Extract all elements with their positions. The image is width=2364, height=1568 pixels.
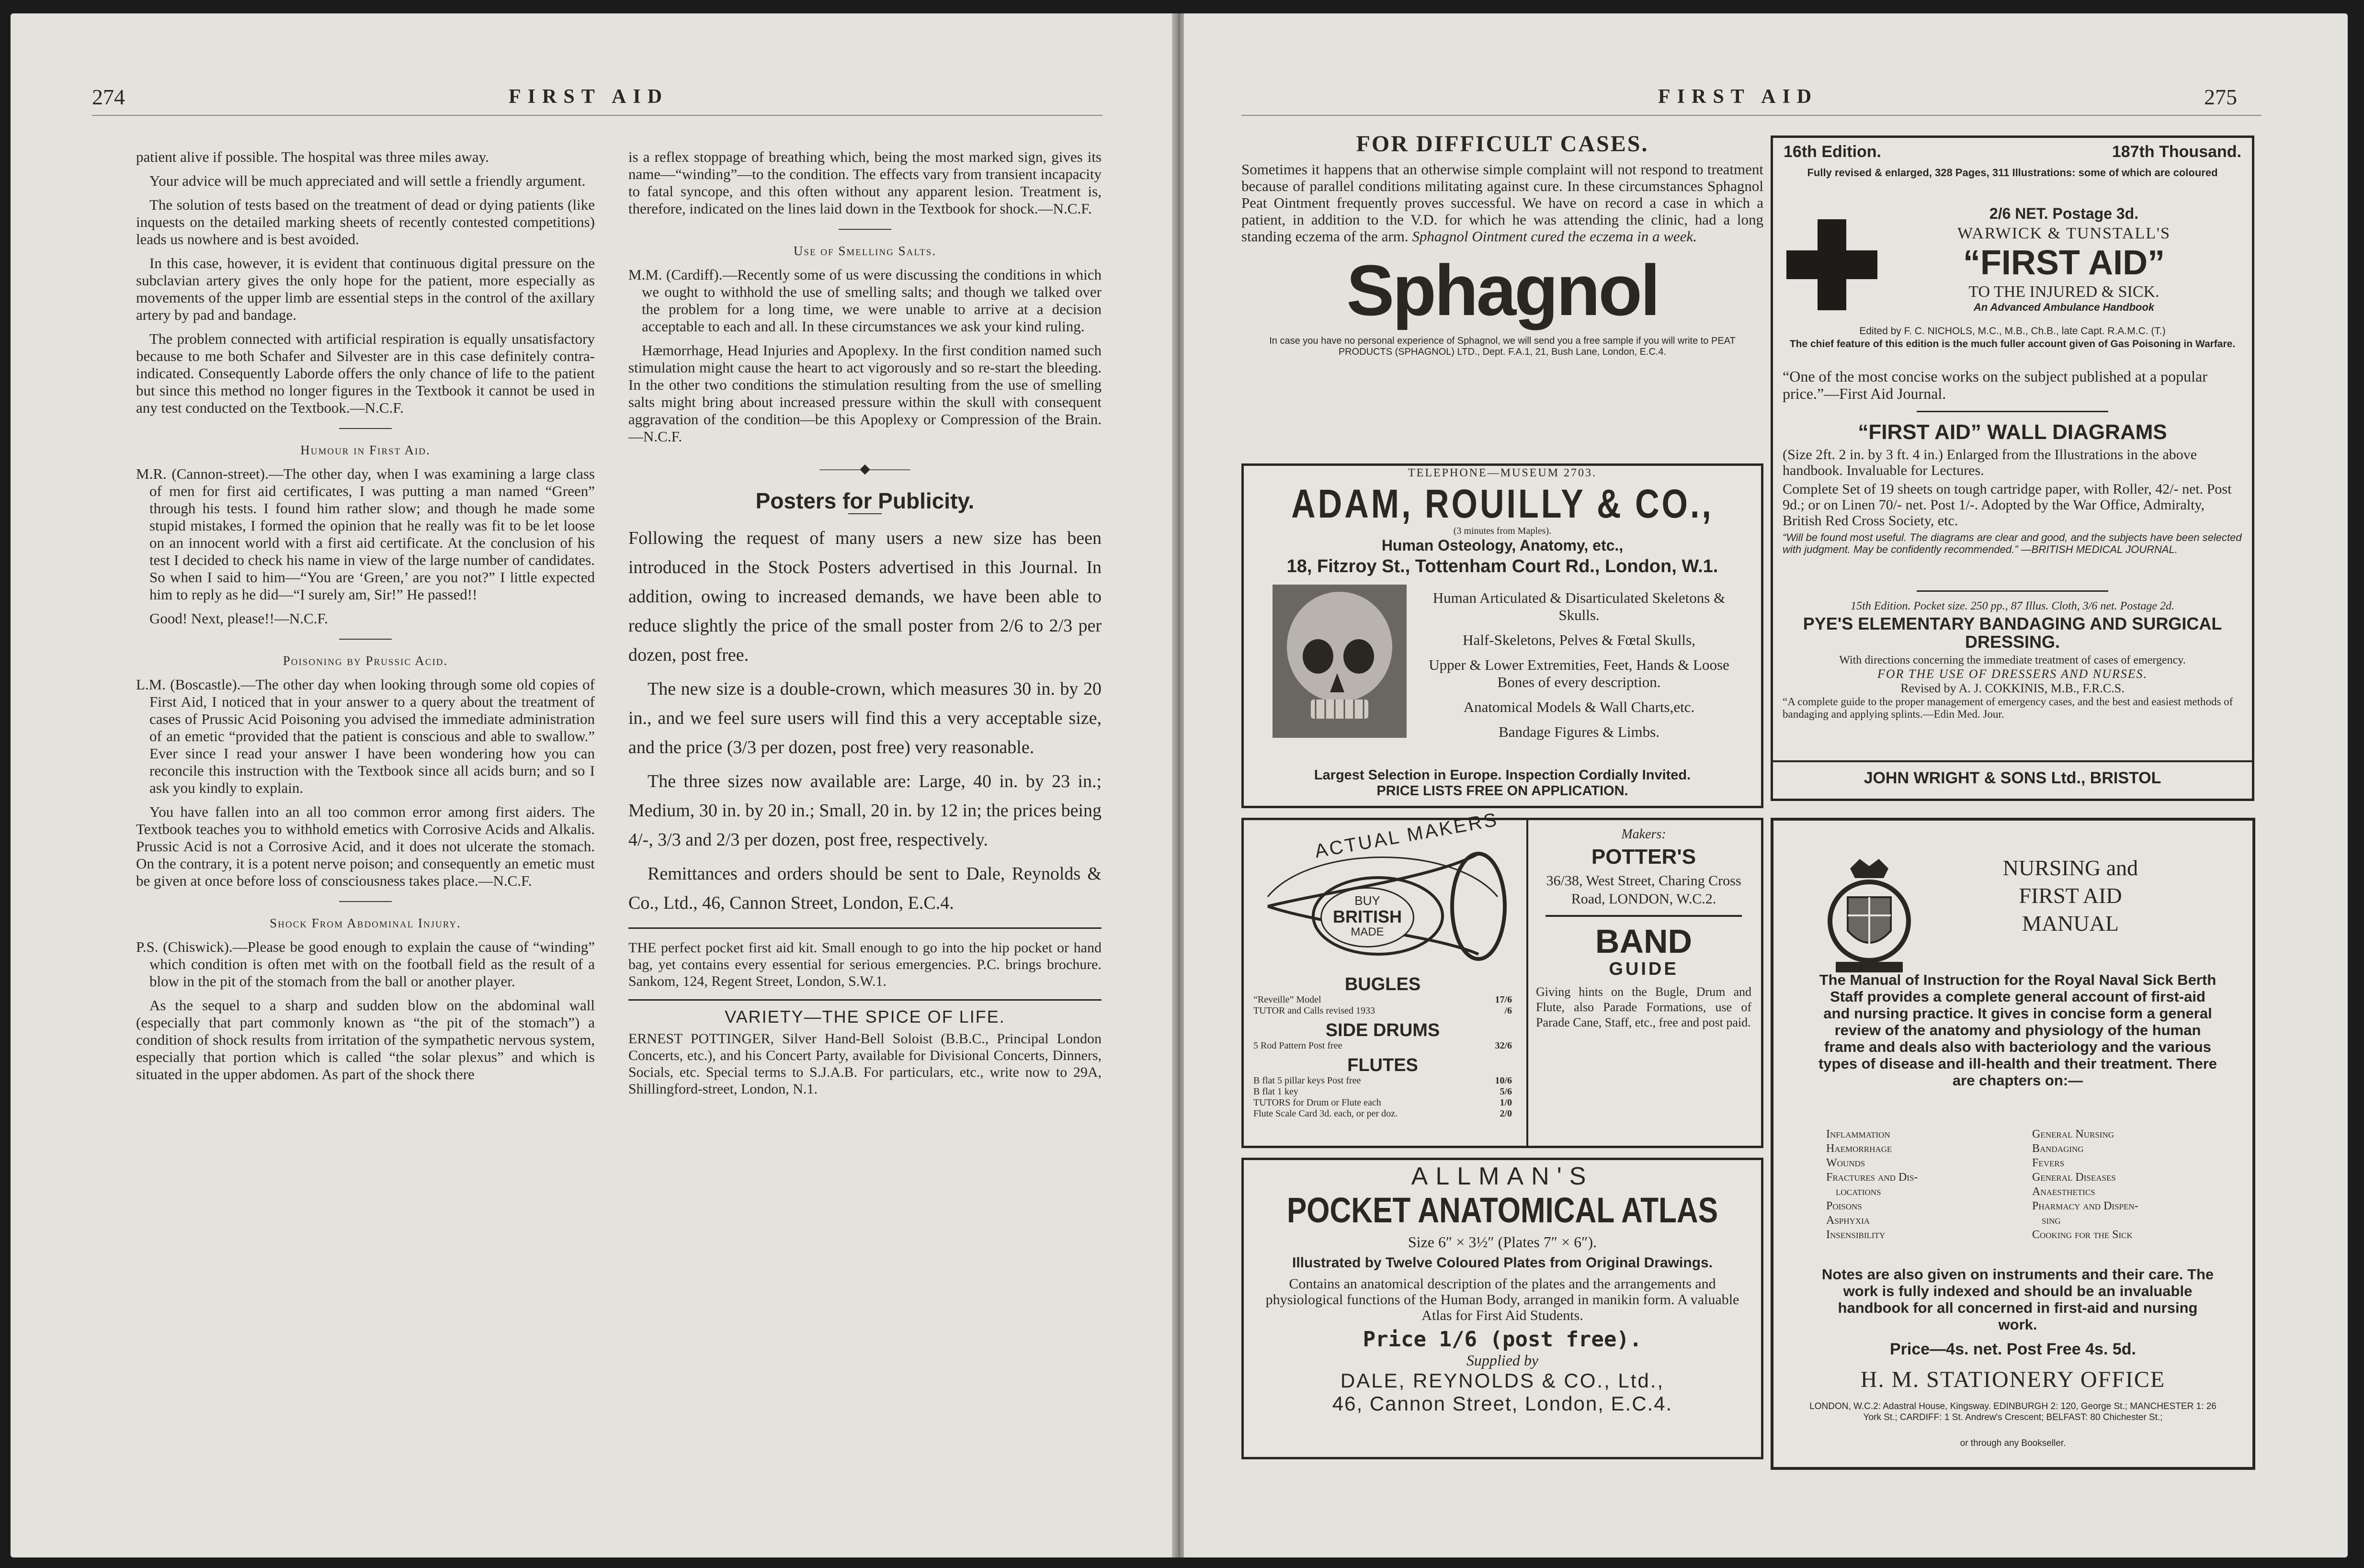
paragraph: The solution of tests based on the treatment of dead or dying patients (like inquests on the detailed marking sheets of recently contested competitions) leads us nowhere and is best avoided. xyxy=(136,196,595,248)
chapter: Asphyxia xyxy=(1826,1214,1870,1227)
actual-makers-arc: ACTUAL MAKERS xyxy=(1313,809,1500,862)
adam-footer-line: PRICE LISTS FREE ON APPLICATION. xyxy=(1376,783,1628,799)
chapter: Fractures and Dis- xyxy=(1826,1171,1918,1184)
red-cross-icon xyxy=(1786,219,1877,310)
head-rule xyxy=(92,115,1102,116)
sphagnol-italic: Sphagnol Ointment cured the eczema in a week. xyxy=(1412,228,1697,245)
running-head: FIRST AID xyxy=(509,86,669,108)
adam-subtitle: Human Osteology, Anatomy, etc., xyxy=(1381,537,1624,554)
price-value: /6 xyxy=(1504,1005,1512,1016)
chapters-right xyxy=(2032,1127,2214,1242)
adam-item: Half-Skeletons, Pelves & Fœtal Skulls, xyxy=(1463,632,1695,648)
adam-item: Bandage Figures & Limbs. xyxy=(1499,723,1659,740)
paragraph: is a reflex stoppage of breathing which, being the most marked sign, gives its name—“winding”—to the condition. The effects vary from transient incapacity to fatal syncope, and this often without any apparent lesion. Treatment is, therefore, indicated on the lines laid down in the Textbook for shock.—N.C.F. xyxy=(628,148,1102,217)
allmans-atlas-advert xyxy=(1241,1158,1763,1459)
title-line: NURSING and xyxy=(2002,856,2138,880)
left-column-1 xyxy=(136,148,595,1090)
price-item: B flat 1 key xyxy=(1253,1086,1298,1097)
chapter: Poisons xyxy=(1826,1200,1862,1212)
atlas-price: Price 1/6 (post free). xyxy=(1363,1327,1642,1352)
divider xyxy=(1773,760,2252,762)
paragraph: You have fallen into an all too common error among first aiders. The Textbook teaches you to withhold emetics with Corrosive Acids and Alkalis. Prussic Acid is not a Corrosive Acid, and it does not ulcerate the stomach. On the contrary, it is a potent nerve poison; and consequently an emetic must be given at once before loss of consciousness takes place.—N.C.F. xyxy=(136,803,595,889)
paragraph: Good! Next, please!!—N.C.F. xyxy=(149,610,328,627)
pyes-block xyxy=(1783,600,2242,721)
price-value: 2/0 xyxy=(1500,1108,1512,1119)
title-line: FIRST AID xyxy=(2019,883,2122,908)
adam-item: Upper & Lower Extremities, Feet, Hands & Loose Bones of every description. xyxy=(1429,656,1729,690)
section-rule xyxy=(839,229,891,230)
makers-label: Makers: xyxy=(1621,827,1666,842)
chapter: Pharmacy and Dispen- xyxy=(2032,1200,2138,1212)
skull-image xyxy=(1273,585,1407,738)
page-number: 275 xyxy=(2204,85,2237,109)
price-row xyxy=(1253,1108,1512,1119)
paragraph: M.R. (Cannon-street).—The other day, when I was examining a large class of men for first aid certificates, I was putting a man named “Green” through his tests. I found him rather slow; and though he made some stupid mistakes, I formed the opinion that he really was fit to be let loose on an innocent world with a first aid certificate. At the conclusion of his test I decided to check his name in view of the large number of candidates. So when I said to him—“You are ‘Green,’ are you not?” I little expected him to reply as he did—“I surely am, Sir!” He passed!! xyxy=(136,465,595,603)
edition: 16th Edition. xyxy=(1784,143,1881,161)
paragraph: In this case, however, it is evident that continuous digital pressure on the subclavian artery gives the only hope for the patient, more especially as movements of the upper limb are essential steps in the control of the axillary artery by pad and bandage. xyxy=(136,255,595,323)
hmso-office: H. M. STATIONERY OFFICE xyxy=(1860,1367,2166,1392)
paragraph: patient alive if possible. The hospital was three miles away. xyxy=(136,148,489,165)
chapter: sing xyxy=(2042,1214,2061,1227)
ad-rule xyxy=(628,927,1102,929)
adam-telephone: TELEPHONE—MUSEUM 2703. xyxy=(1408,467,1597,479)
paragraph: As the sequel to a sharp and sudden blow on the abdominal wall (especially that part commonly known as “the pit of the stomach”) a condition of shock results from irritation of the sympathetic nervous system, especially that portion which is called “the solar plexus” and which is situated in the upper abdomen. As part of the shock there xyxy=(136,997,595,1083)
atlas-size: Size 6″ × 3½″ (Plates 7″ × 6″). xyxy=(1408,1233,1597,1251)
open-magazine-spread xyxy=(11,13,2348,1557)
sphagnol-footer: In case you have no personal experience of Sphagnol, we will send you a free sample if you will write to PEAT PRODUCTS (SPHAGNOL) LTD., Dept. F.A.1, 21, Bush Lane, London, E.C.4. xyxy=(1269,336,1736,357)
ornamental-divider: ———◆——— xyxy=(819,462,910,476)
drums-heading: SIDE DRUMS xyxy=(1325,1020,1440,1040)
price-value: 17/6 xyxy=(1495,994,1512,1005)
price-value: 10/6 xyxy=(1495,1075,1512,1086)
section-rule xyxy=(339,901,392,902)
publisher: JOHN WRIGHT & SONS Ltd., BRISTOL xyxy=(1864,769,2161,787)
atlas-illustrations: Illustrated by Twelve Coloured Plates from Original Drawings. xyxy=(1292,1255,1713,1271)
badge-line: MADE xyxy=(1351,925,1384,938)
adam-item: Human Articulated & Disarticulated Skeletons & Skulls. xyxy=(1432,589,1726,623)
price-item: TUTORS for Drum or Flute each xyxy=(1253,1097,1381,1108)
price-item: 5 Rod Pattern Post free xyxy=(1253,1040,1342,1051)
running-head: FIRST AID xyxy=(1658,86,1818,108)
hmso-price: Price—4s. net. Post Free 4s. 5d. xyxy=(1889,1340,2136,1358)
book-price: 2/6 NET. Postage 3d. xyxy=(1989,205,2139,222)
bmj-quote: “Will be found most useful. The diagrams are clear and good, and the subjects have been selected with judgment. May be confidently recommended.” —BRITISH MEDICAL JOURNAL. xyxy=(1783,531,2242,555)
paragraph: The problem connected with artificial respiration is equally unsatisfactory because to me both Schafer and Silvester are in this case definitely contra-indicated. Consequently Laborde offers the only chance of life to the patient but since this method no longer figures in the Textbook it cannot be used in any test conducted on the Textbook.—N.C.F. xyxy=(136,330,595,416)
badge-line: BUY xyxy=(1354,893,1380,908)
sankom-advert: THE perfect pocket first aid kit. Small enough to go into the hip pocket or hand bag, yet contains every essential for serious emergencies. P.C. brings brochure. Sankom, 124, Regent Street, London, S.W.1. xyxy=(628,940,1102,989)
hmso-nursing-advert xyxy=(1771,818,2255,1470)
book-title: “FIRST AID” xyxy=(1963,244,2165,282)
price-item: B flat 5 pillar keys Post free xyxy=(1253,1075,1361,1086)
pyes-edition: 15th Edition. Pocket size. 250 pp., 87 Illus. Cloth, 3/6 net. Postage 2d. xyxy=(1851,600,2174,612)
revision-note: Fully revised & enlarged, 328 Pages, 311 Illustrations: some of which are coloured xyxy=(1807,167,2218,179)
badge-line: BRITISH xyxy=(1333,907,1402,926)
pyes-directions: With directions concerning the immediate treatment of cases of emergency. xyxy=(1839,654,2186,666)
posters-article xyxy=(628,524,1102,918)
guide-heading: GUIDE xyxy=(1609,959,1679,979)
section-heading: Humour in First Aid. xyxy=(300,443,431,457)
chapter: locations xyxy=(1836,1185,1881,1198)
price-item: Flute Scale Card 3d. each, or per doz. xyxy=(1253,1108,1398,1119)
hmso-title xyxy=(1932,854,2209,937)
potters-advert xyxy=(1241,809,1763,1148)
royal-crest-icon xyxy=(1821,859,1917,979)
wall-diagrams-text xyxy=(1783,447,2242,555)
adam-item-list xyxy=(1416,589,1742,741)
wall-size: (Size 2ft. 2 in. by 3 ft. 4 in.) Enlarged from the Illustrations in the above handbook. Invaluable for Lectures. xyxy=(1783,447,2197,478)
sphagnol-text: Sometimes it happens that an otherwise simple complaint will not respond to treatment because of parallel conditions militating against cure. In these circumstances Sphagnol Peat Ointment frequently proves successful. We have on record a case in which a patient, in addition to the V.D. for which he was attending the clinic, had a long standing eczema of the arm. xyxy=(1241,161,1763,245)
potters-address: 36/38, West Street, Charing Cross Road, LONDON, W.C.2. xyxy=(1546,873,1741,907)
divider xyxy=(1917,411,2108,412)
book-subtitle-2: An Advanced Ambulance Handbook xyxy=(1973,301,2155,313)
section-heading: Use of Smelling Salts. xyxy=(793,244,937,258)
paragraph: The three sizes now available are: Large, 40 in. by 23 in.; Medium, 30 in. by 20 in.; Small, 20 in. by 12 in; the prices being 4/-, 3/3 and 2/3 per dozen, post free, respectively. xyxy=(628,771,1102,850)
wall-diagrams-title: “FIRST AID” WALL DIAGRAMS xyxy=(1858,420,2167,444)
pyes-title: PYE'S ELEMENTARY BANDAGING AND SURGICAL DRESSING. xyxy=(1803,614,2222,652)
hmso-bookseller: or through any Bookseller. xyxy=(1960,1438,2066,1448)
sphagnol-body xyxy=(1241,161,1763,245)
pyes-guide: “A complete guide to the proper management of emergency cases, and the best and easiest methods of bandaging and applying splints.—Edin Med. Jour. xyxy=(1783,696,2233,720)
divider xyxy=(1546,915,1742,917)
pyes-revised: Revised by A. J. COKKINIS, M.B., F.R.C.S. xyxy=(1900,681,2125,695)
bugles-heading: BUGLES xyxy=(1344,974,1421,994)
journal-quote: “One of the most concise works on the subject published at a popular price.”—First Aid Journal. xyxy=(1783,368,2207,402)
chapter: General Diseases xyxy=(2032,1171,2116,1184)
editor: Edited by F. C. NICHOLS, M.C., M.B., Ch.B., late Capt. R.A.M.C. (T.) xyxy=(1859,326,2166,337)
title-line: MANUAL xyxy=(2022,911,2119,936)
price-item: TUTOR and Calls revised 1933 xyxy=(1253,1005,1375,1016)
book-subtitle: TO THE INJURED & SICK. xyxy=(1968,283,2159,301)
paragraph: M.M. (Cardiff).—Recently some of us were discussing the conditions in which we ought to withhold the use of smelling salts; and though we talked over the problem for a long time, we were unable to arrive at a decision acceptable to each and all. In these circumstances we ask your kind ruling. xyxy=(628,266,1102,335)
first-aid-book-block xyxy=(1886,205,2242,314)
posters-heading: Posters for Publicity. xyxy=(755,488,975,513)
price-row xyxy=(1253,994,1512,1005)
dale-address: 46, Cannon Street, London, E.C.4. xyxy=(1332,1392,1673,1415)
price-value: 32/6 xyxy=(1495,1040,1512,1051)
adam-address: 18, Fitzroy St., Tottenham Court Rd., London, W.1. xyxy=(1286,556,1718,576)
sphagnol-logo: Sphagnol xyxy=(1346,250,1659,330)
paragraph: The new size is a double-crown, which measures 30 in. by 20 in., and we feel sure users will find this a very acceptable size, and the price (3/3 per dozen, post free) very reasonable. xyxy=(628,679,1102,757)
atlas-title: POCKET ANATOMICAL ATLAS xyxy=(1286,1191,1718,1230)
variety-advert-title: VARIETY—THE SPICE OF LIFE. xyxy=(725,1007,1005,1027)
chapter: Cooking for the Sick xyxy=(2032,1229,2133,1241)
hmso-addresses: LONDON, W.C.2: Adastral House, Kingsway. EDINBURGH 2: 120, George St.; MANCHESTER 1: 26 York St.; CARDIFF: 1 St. Andrew's Crescent; BELFAST: 80 Chichester St.; xyxy=(1809,1401,2216,1422)
chapter: General Nursing xyxy=(2032,1128,2114,1140)
price-value: 5/6 xyxy=(1500,1086,1512,1097)
john-wright-advert xyxy=(1771,135,2254,801)
left-column-2 xyxy=(628,148,1102,1104)
chapter: Insensibility xyxy=(1826,1229,1886,1241)
chapter: Inflammation xyxy=(1826,1128,1890,1140)
section-rule xyxy=(339,428,392,429)
adam-rouilly-advert xyxy=(1241,463,1763,808)
buy-british-badge xyxy=(1320,887,1414,948)
section-rule xyxy=(848,513,882,514)
chapter: Wounds xyxy=(1826,1157,1865,1169)
divider xyxy=(1917,590,2108,592)
price-value: 1/0 xyxy=(1500,1097,1512,1108)
price-row xyxy=(1253,1005,1512,1016)
section-heading: Poisoning by Prussic Acid. xyxy=(283,654,448,668)
price-row xyxy=(1253,1086,1512,1097)
price-item: “Reveille” Model xyxy=(1253,994,1321,1005)
adam-footer xyxy=(1244,767,1761,799)
price-row xyxy=(1253,1040,1512,1051)
ad-rule xyxy=(628,999,1102,1001)
section-heading: Shock From Abdominal Injury. xyxy=(270,916,461,930)
head-rule xyxy=(1241,115,2262,116)
sphagnol-heading: FOR DIFFICULT CASES. xyxy=(1356,131,1649,157)
potters-instrument-list xyxy=(1244,809,1528,1146)
price-row xyxy=(1253,1075,1512,1086)
section-rule xyxy=(339,639,392,640)
sphagnol-advert xyxy=(1241,131,1763,466)
flutes-heading: FLUTES xyxy=(1347,1055,1418,1075)
page-number: 274 xyxy=(92,85,125,109)
supplied-by: Supplied by xyxy=(1466,1352,1539,1369)
edited-by xyxy=(1783,325,2242,350)
chapter: Anaesthetics xyxy=(2032,1185,2095,1198)
right-page xyxy=(1184,13,2348,1557)
pyes-for: FOR THE USE OF DRESSERS AND NURSES. xyxy=(1877,667,2148,681)
thousand: 187th Thousand. xyxy=(2112,143,2241,161)
chief-feature: The chief feature of this edition is the much fuller account given of Gas Poisoning in Warfare. xyxy=(1789,338,2236,350)
chapter: Fevers xyxy=(2032,1157,2065,1169)
chapter: Bandaging xyxy=(2032,1142,2084,1155)
hmso-description: The Manual of Instruction for the Royal Naval Sick Berth Staff provides a complete general account of first-aid and nursing practice. It gives in concise form a general review of the anatomy and physiology of the human frame and deals also with bacteriology and the various types of disease and ill-health and their treatment. There are chapters on:— xyxy=(1818,971,2217,1089)
left-page xyxy=(11,13,1174,1557)
atlas-description: Contains an anatomical description of the plates and the arrangements and physiological functions of the Human Body, arranged in manikin form. A valuable Atlas for First Aid Students. xyxy=(1265,1276,1739,1323)
guide-text: Giving hints on the Bugle, Drum and Flute, also Parade Formations, use of Parade Cane, Staff, etc., free and post paid. xyxy=(1536,985,1751,1029)
potters-name: POTTER'S xyxy=(1591,845,1696,869)
hmso-notes: Notes are also given on instruments and their care. The work is fully indexed and should be an invaluable handbook for all concerned in first-aid and nursing work. xyxy=(1821,1266,2214,1333)
price-row xyxy=(1253,1097,1512,1108)
dale-reynolds: DALE, REYNOLDS & CO., Ltd., xyxy=(1340,1369,1665,1392)
pottinger-advert: ERNEST POTTINGER, Silver Hand-Bell Soloist (B.B.C., Principal London Concerts, etc.), and his Concert Party, available for Divisional Concerts, Dinners, Socials, etc. Special terms to S.J.A.B. For particulars, etc., write now to 29A, Shillingford-street, London, N.1. xyxy=(628,1031,1102,1097)
paragraph: Your advice will be much appreciated and will settle a friendly argument. xyxy=(149,172,586,189)
paragraph: Following the request of many users a new size has been introduced in the Stock Posters advertised in this Journal. In addition, owing to increased demands, we have been able to reduce slightly the price of the small poster from 2/6 to 2/3 per dozen, post free. xyxy=(628,528,1102,665)
potters-details xyxy=(1536,827,1751,1030)
paragraph: Hæmorrhage, Head Injuries and Apoplexy. In the first condition named such stimulation might cause the heart to act vigorously and so re-start the bleeding. In the other two conditions the stimulation resulting from the use of smelling salts might bring about increased pressure within the skull with consequent aggravation of the condition—be this Apoplexy or Compression of the Brain.—N.C.F. xyxy=(628,342,1102,445)
paragraph: P.S. (Chiswick).—Please be good enough to explain the cause of “winding” which condition is often met with on the football field as the result of a blow in the pit of the stomach from the ball or another player. xyxy=(136,938,595,990)
adam-item: Anatomical Models & Wall Charts,etc. xyxy=(1463,699,1695,715)
edition-line xyxy=(1773,138,2252,161)
paragraph: Remittances and orders should be sent to Dale, Reynolds & Co., Ltd., 46, Cannon Street, London, E.C.4. xyxy=(628,864,1102,913)
band-heading: BAND xyxy=(1595,923,1693,960)
book-authors: WARWICK & TUNSTALL'S xyxy=(1957,225,2171,242)
chapter: Haemorrhage xyxy=(1826,1142,1892,1155)
paragraph: L.M. (Boscastle).—The other day when looking through some old copies of First Aid, I noticed that in your answer to a query about the treatment of cases of Prussic Acid Poisoning you advised the immediate administration of an emetic “provided that the patient is conscious and able to swallow.” Ever since I read your answer I have been wondering how you can reconcile this instruction with the Textbook since all acids burn; and so I ask you kindly to explain. xyxy=(136,676,595,796)
adam-minutes: (3 minutes from Maples). xyxy=(1453,526,1552,536)
wall-complete: Complete Set of 19 sheets on tough cartridge paper, with Roller, 42/- net. Post 9d.; or on Linen 70/- net. Post 1/-. Adopted by the War Office, Admiralty, British Red Cross Society, etc. xyxy=(1783,481,2232,529)
allmans-title: ALLMAN'S xyxy=(1411,1162,1594,1190)
adam-name: ADAM, ROUILLY & CO., xyxy=(1291,481,1714,526)
price-list xyxy=(1253,974,1512,1119)
adam-footer-line: Largest Selection in Europe. Inspection Cordially Invited. xyxy=(1314,767,1691,783)
chapters-left xyxy=(1826,1127,1999,1242)
